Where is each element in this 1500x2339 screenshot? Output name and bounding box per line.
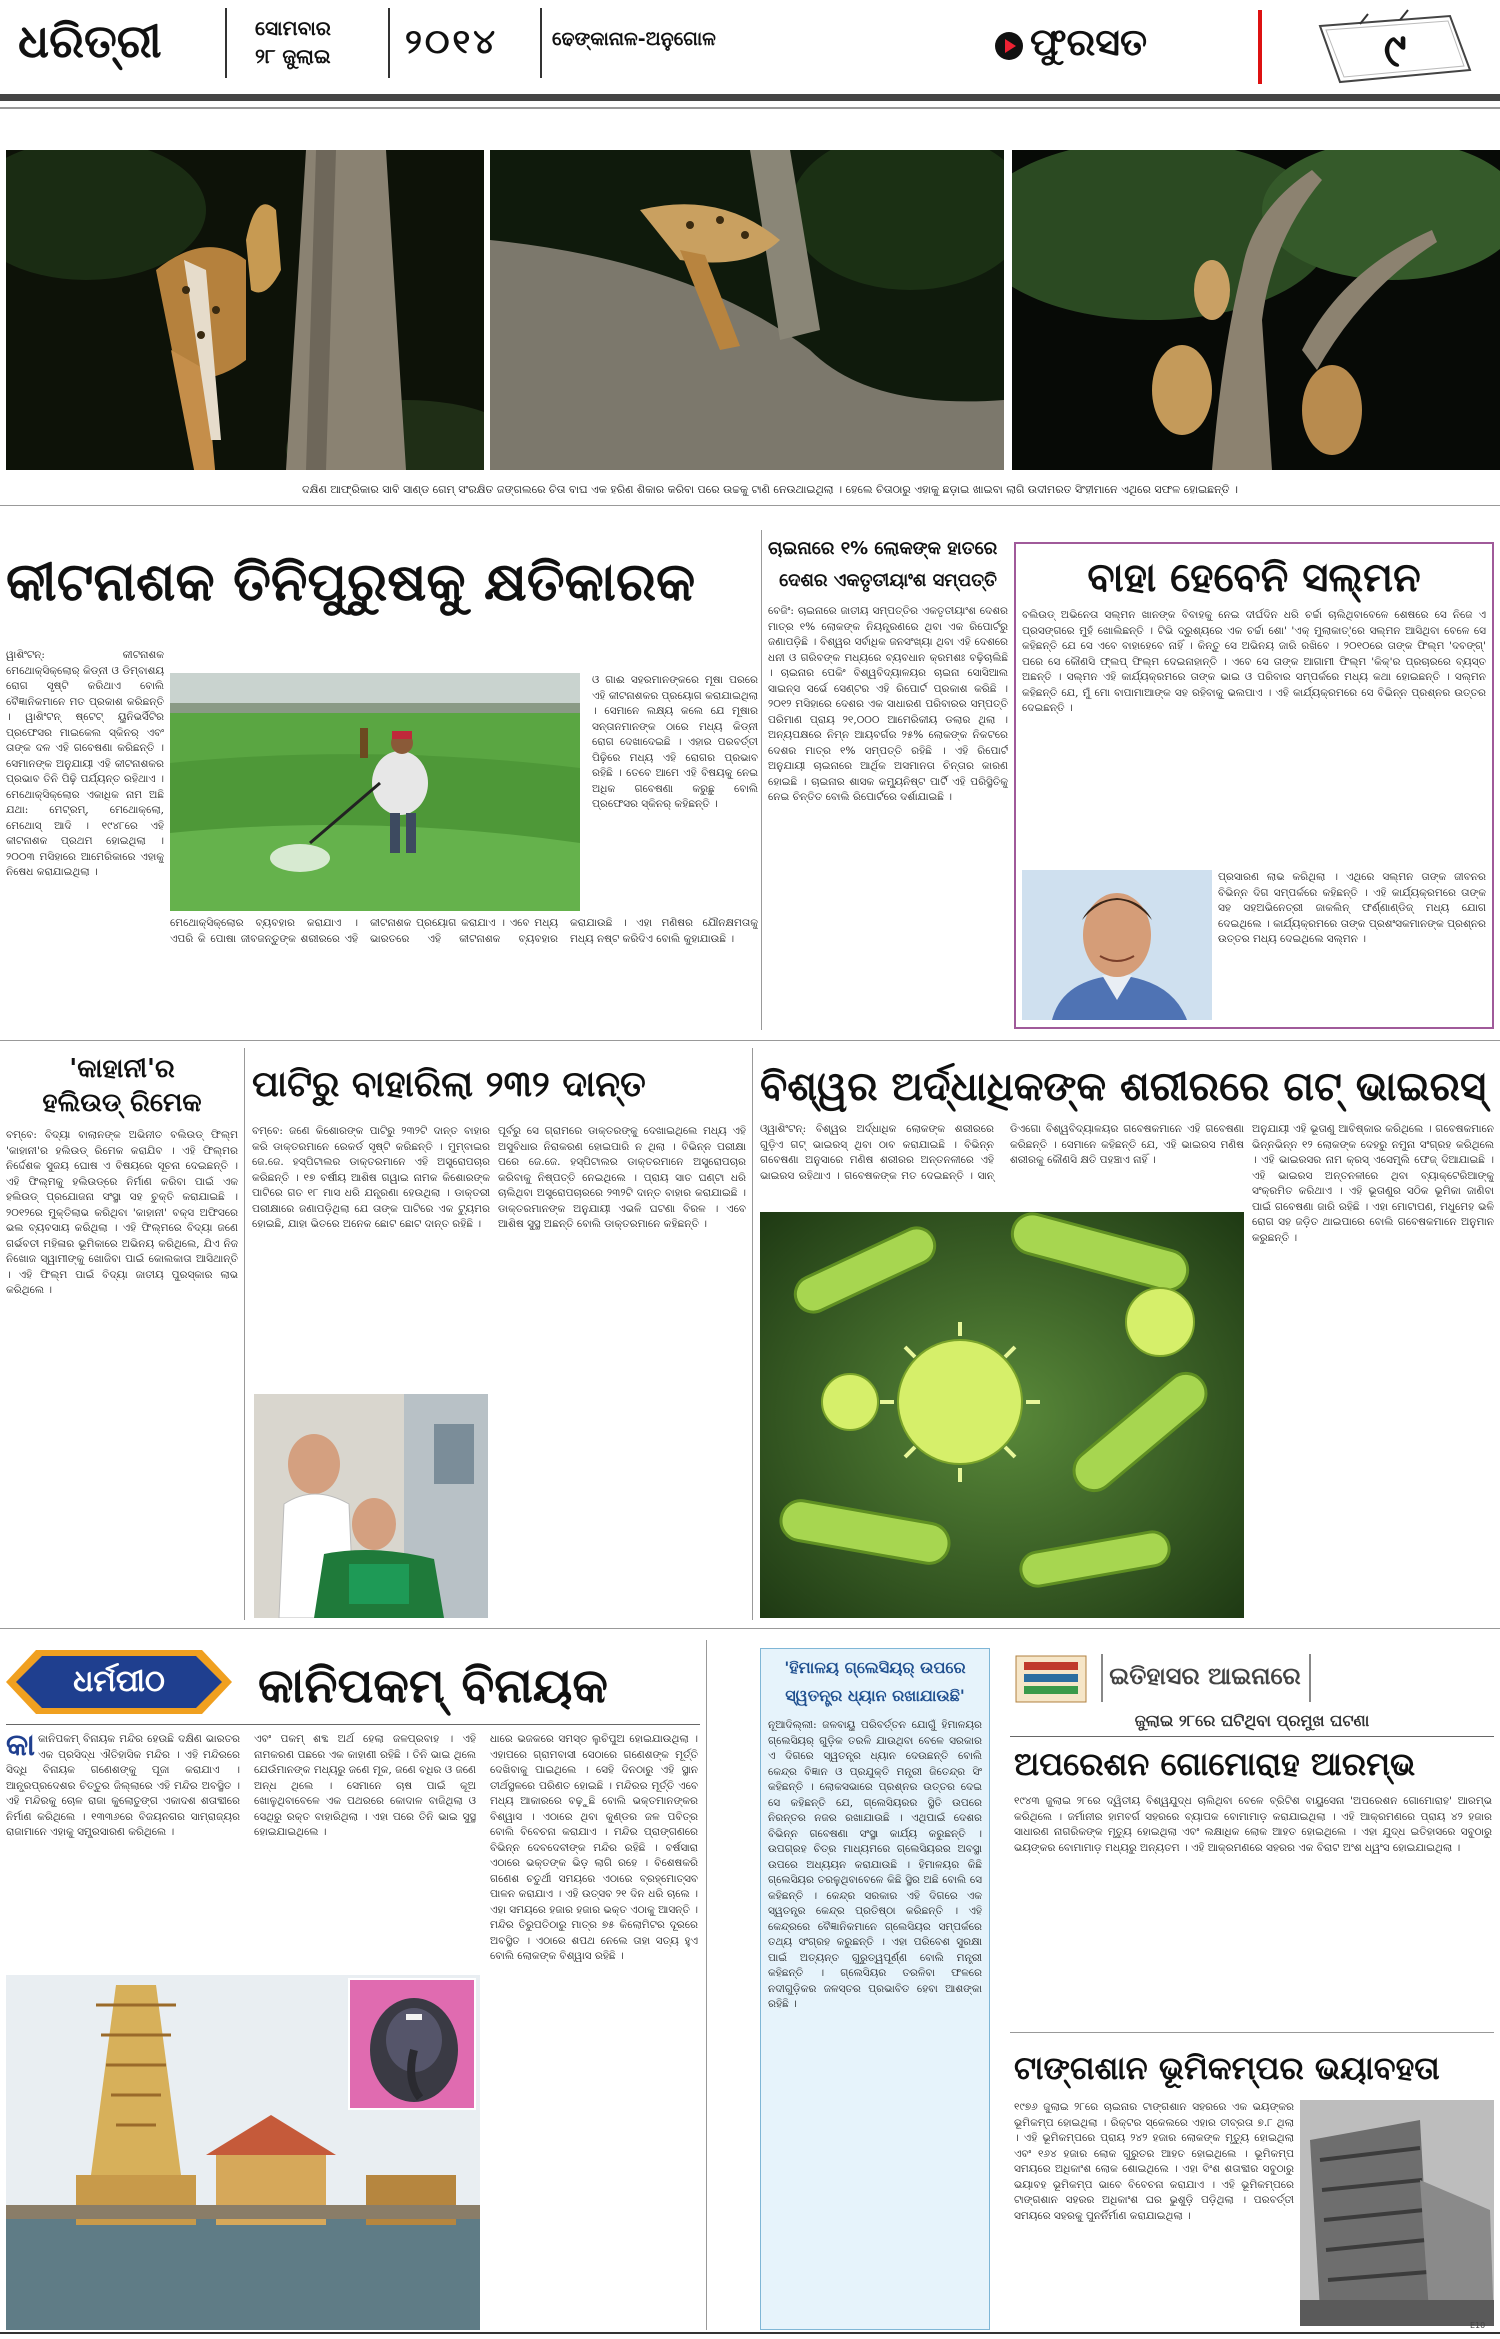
- dharmapitha-body-col1-text: କାନିପକମ୍ ବିନାୟକ ମନ୍ଦିର ହେଉଛି ଦକ୍ଷିଣ ଭାରତର ଏକ ପ୍ରସିଦ୍ଧ ଐତିହାସିକ ମନ୍ଦିର । ଏହି ମନ୍ଦିରରେ ସିଦ୍ଧି ବିନାୟକ ଗଣେଶଙ୍କୁ ପୂଜା କରାଯାଏ । ଆନ୍ଧ୍ରପ୍ରଦେଶର ଚିତ୍ତୁର ଜିଲ୍ଲାରେ ଏହି ମନ୍ଦିର ଅବସ୍ଥିତ । ଏହି ମନ୍ଦିରକୁ ଚୋଳ ରାଜା କୁଲୋତୁଙ୍ଗ ଏକାଦଶ ଶତାବ୍ଦୀରେ ନିର୍ମାଣ କରିଥିଲେ । ୧୩୩୬ରେ ବିଜୟନଗର ସାମ୍ରାଜ୍ୟର ରାଜାମାନେ ଏହାକୁ ସମ୍ପ୍ରସାରଣ କରିଥିଲେ ।: [6, 1733, 240, 1838]
- himalaya-body: ନୂଆଦିଲ୍ଲୀ: ଜଳବାୟୁ ପରିବର୍ତ୍ତନ ଯୋଗୁଁ ହିମାଳୟର ଗ୍ଲେସିୟର୍ ଗୁଡ଼ିକ ତରଳି ଯାଉଥିବା ବେଳେ ସରକାର ଏ ଦିଗରେ ସ୍ୱତନ୍ତ୍ର ଧ୍ୟାନ ଦେଉଛନ୍ତି ବୋଲି କେନ୍ଦ୍ର ବିଜ୍ଞାନ ଓ ପ୍ରଯୁକ୍ତି ମନ୍ତ୍ରୀ ଜିତେନ୍ଦ୍ର ସିଂ କହିଛନ୍ତି । ଲୋକସଭାରେ ପ୍ରଶ୍ନର ଉତ୍ତର ଦେଇ ସେ କହିଛନ୍ତି ଯେ, ଗ୍ଲେସିୟରର ସ୍ଥିତି ଉପରେ ନିରନ୍ତର ନଜର ରଖାଯାଉଛି । ଏଥିପାଇଁ ଦେଶର ବିଭିନ୍ନ ଗବେଷଣା ସଂସ୍ଥା କାର୍ଯ୍ୟ କରୁଛନ୍ତି । ଉପଗ୍ରହ ଚିତ୍ର ମାଧ୍ୟମରେ ଗ୍ଲେସିୟରର ଅବସ୍ଥା ଉପରେ ଅଧ୍ୟୟନ କରାଯାଉଛି । ହିମାଳୟର କିଛି ଗ୍ଲେସିୟର ତରଳୁଥିବାବେଳେ କିଛି ସ୍ଥିର ଅଛି ବୋଲି ସେ କହିଛନ୍ତି । କେନ୍ଦ୍ର ସରକାର ଏହି ଦିଗରେ ଏକ ସ୍ୱତନ୍ତ୍ର କେନ୍ଦ୍ର ପ୍ରତିଷ୍ଠା କରିଛନ୍ତି । ଏହି କେନ୍ଦ୍ରରେ ବୈଜ୍ଞାନିକମାନେ ଗ୍ଲେସିୟର ସମ୍ପର୍କରେ ତଥ୍ୟ ସଂଗ୍ରହ କରୁଛନ୍ତି । ଏହା ପରିବେଶ ସୁରକ୍ଷା ପାଇଁ ଅତ୍ୟନ୍ତ ଗୁରୁତ୍ୱପୂର୍ଣ୍ଣ ବୋଲି ମନ୍ତ୍ରୀ କହିଛନ୍ତି । ଗ୍ଲେସିୟର ତରଳିବା ଫଳରେ ନଦୀଗୁଡ଼ିକର ଜଳସ୍ତର ପ୍ରଭାବିତ ହେବା ଆଶଙ୍କା ରହିଛି ।: [768, 1719, 982, 2010]
- masthead-rule: [0, 94, 1500, 101]
- gut-headline: ବିଶ୍ୱର ଅର୍ଦ୍ଧାଧିକଙ୍କ ଶରୀରରେ ଗଟ୍ ଭାଇରସ୍: [760, 1064, 1487, 1110]
- teeth-headline: ପାଟିରୁ ବାହାରିଲା ୨୩୨ ଦାନ୍ତ: [252, 1064, 646, 1105]
- divider: [1010, 2032, 1494, 2033]
- section-title: ଫୁରସତ: [1030, 20, 1148, 64]
- dharmapitha-headline: କାନିପକମ୍ ବିନାୟକ: [258, 1658, 608, 1714]
- gut-body-col3: ଅନୁଯାୟୀ ଏହି ଭୂତାଣୁ ଆବିଷ୍କାର କରିଥିଲେ । ଗବେଷକମାନେ ଭିନ୍ନଭିନ୍ନ ୧୨ ଲୋକଙ୍କ ଦେହରୁ ନମୁନା ସଂଗ୍ରହ କରିଥିଲେ । ଏହି ଭାଇରସର ନାମ କ୍ରସ୍ ଏସେମ୍ବ୍ଲି ଫେଜ୍ ଦିଆଯାଇଛି । ଏହି ଭାଇରସ ଅନ୍ତନଳୀରେ ଥିବା ବ୍ୟାକ୍ଟେରିଆଙ୍କୁ ସଂକ୍ରମିତ କରିଥାଏ । ଏହି ଭୂତାଣୁର ସଠିକ ଭୂମିକା ଜାଣିବା ପାଇଁ ଗବେଷଣା ଜାରି ରହିଛି । ଏହା ମୋଟାପଣ, ମଧୁମେହ ଭଳି ରୋଗ ସହ ଜଡ଼ିତ ଥାଇପାରେ ବୋଲି ଗବେଷକମାନେ ଅନୁମାନ କରୁଛନ୍ତି ।: [1252, 1123, 1494, 1244]
- earthquake-photo: [1300, 2100, 1494, 2326]
- masthead-divider: [388, 8, 390, 78]
- divider: [244, 1048, 245, 1620]
- virus-illustration: [760, 1212, 1244, 1618]
- gut-body-col2: ଗବେଷକଙ୍କ ମତ ଦେଇଛନ୍ତି । ସାନ୍ ଡିଏଗୋ ବିଶ୍ୱବିଦ୍ୟାଳୟର ଗବେଷକମାନେ ଏହି ଗବେଷଣା କରିଛନ୍ତି । ସେମାନେ କହିଛନ୍ତି ଯେ, ଏହି ଭାଇରସ ମଣିଷ ଶରୀରକୁ କୌଣସି କ୍ଷତି ପହଞ୍ଚାଏ ନାହିଁ ।: [844, 1123, 1244, 1182]
- teeth-body: ବମ୍ବେ: ଜଣେ କିଶୋରଙ୍କ ପାଟିରୁ ୨୩୨ଟି ଦାନ୍ତ ବାହାର କରି ଡାକ୍ତରମାନେ ରେକର୍ଡ ସୃଷ୍ଟି କରିଛନ୍ତି । ମୁମ୍ବାଇର ଜେ.ଜେ. ହସ୍ପିଟାଲର ଡାକ୍ତରମାନେ ଏହି ଅସ୍ତ୍ରୋପଚାର କରିଛନ୍ତି । ୧୭ ବର୍ଷୀୟ ଆଶିଷ ଗୱାଇ ନାମକ କିଶୋରଙ୍କ ପାଟିରେ ଗତ ୧୮ ମାସ ଧରି ଯନ୍ତ୍ରଣା ହେଉଥିଲା । ଡାକ୍ତରୀ ପରୀକ୍ଷାରେ ଜଣାପଡ଼ିଥିଲା ଯେ ତାଙ୍କ ପାଟିରେ ଏକ ଟ୍ୟୁମର ହୋଇଛି, ଯାହା ଭିତରେ ଅନେକ ଛୋଟ ଛୋଟ ଦାନ୍ତ ରହିଛି ।: [252, 1125, 490, 1230]
- masthead-edition: ଢେଙ୍କାନାଳ-ଅନୁଗୋଳ: [552, 28, 716, 50]
- gut-body-top: [760, 1122, 1244, 1210]
- teeth-body-2: ପୂର୍ବରୁ ସେ ଗ୍ରାମରେ ଡାକ୍ତରଙ୍କୁ ଦେଖାଇଥିଲେ ମଧ୍ୟ ଏହି ଅସୁବିଧାର ନିରାକରଣ ହୋଇପାରି ନ ଥିଲା । ବିଭିନ୍ନ ପରୀକ୍ଷା ପରେ ଜେ.ଜେ. ହସ୍ପିଟାଲର ଡାକ୍ତରମାନେ ଅସ୍ତ୍ରୋପଚାର କରିବାକୁ ନିଷ୍ପତ୍ତି ନେଇଥିଲେ । ପ୍ରାୟ ସାତ ଘଣ୍ଟା ଧରି ଚାଲିଥିବା ଅସ୍ତ୍ରୋପଚାରରେ ୨୩୨ଟି ଦାନ୍ତ ବାହାର କରାଯାଇଛି । ଡାକ୍ତରମାନଙ୍କ ଅନୁଯାୟୀ ଏଭଳି ଘଟଣା ବିରଳ । ଏବେ ଆଶିଷ ସୁସ୍ଥ ଅଛନ୍ତି ବୋଲି ଡାକ୍ତରମାନେ କହିଛନ୍ତି ।: [498, 1125, 746, 1230]
- ganesha-photo: [348, 1978, 476, 2110]
- himalaya-headline-2: ସ୍ୱତନ୍ତ୍ର ଧ୍ୟାନ ରଖାଯାଉଛି': [785, 1686, 965, 1705]
- china-headline-1: ଚାଇନାରେ ୧% ଲୋକଙ୍କ ହାତରେ: [768, 538, 998, 559]
- teeth-patient-photo: [254, 1394, 488, 1618]
- china-headline-2: ଦେଶର ଏକତୃତୀୟାଂଶ ସମ୍ପତ୍ତି: [779, 570, 997, 591]
- divider: [761, 530, 762, 1030]
- masthead-divider: [540, 8, 542, 78]
- masthead-rule-thin: [0, 107, 1500, 109]
- dharmapitha-body-col2: ଏବଂ ପକମ୍ ଶବ୍ଦ ଅର୍ଥ ହେଲା ଜଳପ୍ରବାହ । ଏହି ନାମକରଣ ପଛରେ ଏକ କାହାଣୀ ରହିଛି । ତିନି ଭାଇ ଥିଲେ ଯେଉଁମାନଙ୍କ ମଧ୍ୟରୁ ଜଣେ ମୂକ, ଜଣେ ବଧିର ଓ ଜଣେ ଅନ୍ଧ ଥିଲେ । ସେମାନେ ଚାଷ ପାଇଁ କୂଅ ଖୋଳୁଥିବାବେଳେ ଏକ ପଥରରେ କୋଦାଳ ବାଜିଥିଲା ଓ ସେଥିରୁ ରକ୍ତ ବାହାରିଥିଲା । ଏହା ପରେ ତିନି ଭାଇ ସୁସ୍ଥ ହୋଇଯାଇଥିଲେ ।: [254, 1733, 476, 1838]
- masthead-divider: [225, 8, 227, 78]
- salman-body-2: ପ୍ରସାରଣ ଲାଭ କରିଥିଲା । ଏଥିରେ ସଲ୍‌ମନ ତାଙ୍କ ଜୀବନର ବିଭିନ୍ନ ଦିଗ ସମ୍ପର୍କରେ କହିଛନ୍ତି । ଏହି କାର୍ଯ୍ୟକ୍ରମରେ ତାଙ୍କ ସହ ସହଅଭିନେତ୍ରୀ ଜାକଲିନ୍ ଫର୍ଣ୍ଣାଣ୍ଡିଜ୍ ମଧ୍ୟ ଯୋଗ ଦେଇଥିଲେ । କାର୍ଯ୍ୟକ୍ରମରେ ତାଙ୍କ ପ୍ରଶଂସକମାନଙ୍କ ପ୍ରଶ୍ନର ଉତ୍ତର ମଧ୍ୟ ଦେଇଥିଲେ ସଲ୍‌ମନ ।: [1218, 871, 1486, 945]
- itihasa-body-1: ୧୯୪୩ ଜୁଲାଇ ୨୮ରେ ଦ୍ୱିତୀୟ ବିଶ୍ୱଯୁଦ୍ଧ ଚାଲିଥିବା ବେଳେ ବ୍ରିଟିଶ ବାୟୁସେନା 'ଅପରେଶନ ଗୋମୋରାହ' ଆରମ୍ଭ କରିଥିଲେ । ଜର୍ମାନୀର ହାମବର୍ଗ ସହରରେ ବ୍ୟାପକ ବୋମାମାଡ଼ କରାଯାଇଥିଲା । ଏହି ଆକ୍ରମଣରେ ପ୍ରାୟ ୪୨ ହଜାର ସାଧାରଣ ନାଗରିକଙ୍କ ମୃତ୍ୟୁ ହୋଇଥିଲା ଏବଂ ଲକ୍ଷାଧିକ ଲୋକ ଆହତ ହୋଇଥିଲେ । ଏହା ଯୁଦ୍ଧ ଇତିହାସରେ ସବୁଠାରୁ ଭୟଙ୍କର ବୋମାମାଡ଼ ମଧ୍ୟରୁ ଅନ୍ୟତମ । ଏହି ଆକ୍ରମଣରେ ସହରର ଏକ ବିରାଟ ଅଂଶ ଧ୍ୱଂସ ହୋଇଯାଇଥିଲା ।: [1014, 1795, 1492, 1854]
- china-body: ବେଜିଂ: ଚାଇନାରେ ଜାତୀୟ ସମ୍ପତ୍ତିର ଏକତୃତୀୟାଂଶ ଦେଶର ମାତ୍ର ୧% ଲୋକଙ୍କ ନିୟନ୍ତ୍ରଣରେ ଥିବା ଏକ ରିପୋର୍ଟରୁ ଜଣାପଡ଼ିଛି । ବିଶ୍ୱର ସର୍ବାଧିକ ଜନସଂଖ୍ୟା ଥିବା ଏହି ଦେଶରେ ଧନୀ ଓ ଗରିବଙ୍କ ମଧ୍ୟରେ ବ୍ୟବଧାନ କ୍ରମଶଃ ବଢ଼ିଚାଲିଛି । ଚାଇନାର ପେକିଂ ବିଶ୍ୱବିଦ୍ୟାଳୟର ଚାଇନା ସୋସିଆଲ ସାଇନ୍ସ ସର୍ଭେ ସେଣ୍ଟର ଏହି ରିପୋର୍ଟ ପ୍ରକାଶ କରିଛି । ୨୦୧୨ ମସିହାରେ ଦେଶର ଏକ ସାଧାରଣ ପରିବାରର ସମ୍ପତ୍ତି ପରିମାଣ ପ୍ରାୟ ୨୧,୦୦୦ ଆମେରିକୀୟ ଡଲାର ଥିଲା । ଅନ୍ୟପକ୍ଷରେ ନିମ୍ନ ଆୟବର୍ଗର ୨୫% ଲୋକଙ୍କ ନିକଟରେ ଦେଶର ମାତ୍ର ୧% ସମ୍ପତ୍ତି ରହିଛି । ଏହି ରିପୋର୍ଟ ଅନୁଯାୟୀ ଚାଇନାରେ ଆର୍ଥିକ ଅସମାନତା ଚିନ୍ତାର କାରଣ ହୋଇଛି । ଚାଇନାର ଶାସକ କମ୍ୟୁନିଷ୍ଟ ପାର୍ଟି ଏହି ପରିସ୍ଥିତିକୁ ନେଇ ଚିନ୍ତିତ ବୋଲି ରିପୋର୍ଟରେ ଦର୍ଶାଯାଇଛି ।: [768, 605, 1008, 803]
- kahaani-headline-1: 'କାହାନୀ'ର: [69, 1054, 175, 1084]
- page-number: ୯: [1383, 23, 1407, 77]
- pesticide-headline: କୀଟନାଶକ ତିନିପୁରୁଷକୁ କ୍ଷତିକାରକ: [6, 552, 696, 613]
- footer-page-code: E10: [1470, 2321, 1486, 2330]
- leopard-photo-1: [6, 150, 484, 470]
- rice-field-photo: [170, 673, 580, 911]
- footer-rule: [0, 2332, 1500, 2334]
- gut-body-col1: ଓ୍ୱାଶିଂଟନ୍: ବିଶ୍ୱର ଅର୍ଦ୍ଧାଧିକ ଲୋକଙ୍କ ଶରୀରରେ ଗୁଡ଼ିଏ ଗଟ୍ ଭାଇରସ୍ ଥିବା ଠାବ କରାଯାଇଛି । ବିଭିନ୍ନ ଗବେଷଣା ଅନୁସାରେ ମଣିଷ ଶରୀରର ଅନ୍ତନଳୀରେ ଏହି ଭାଇରସ ରହିଥାଏ ।: [760, 1123, 994, 1182]
- itihasa-headline-2: ଟାଙ୍ଗଶାନ ଭୂମିକମ୍ପର ଭୟାବହତା: [1014, 2049, 1440, 2087]
- masthead-date: ୨୮ ଜୁଲାଇ: [255, 44, 331, 68]
- masthead-day: ସୋମବାର: [255, 16, 331, 40]
- salman-body: ବଲିଉଡ୍ ଅଭିନେତା ସଲ୍‌ମନ ଖାନଙ୍କ ବିବାହକୁ ନେଇ ଦୀର୍ଘଦିନ ଧରି ଚର୍ଚ୍ଚା ଚାଲିଥିବାବେଳେ ଶେଷରେ ସେ ନିଜେ ଏ ପ୍ରସଙ୍ଗରେ ମୁହଁ ଖୋଲିଛନ୍ତି । ଟିଭି ଦ୍ରୁଶ୍ୟରେ ଏକ ଚର୍ଚ୍ଚା ଶୋ' 'ଏକ୍ ମୁଲାକାତ୍'ରେ ସଲ୍‌ମନ ଆସିଥିବା ବେଳେ ସେ କହିଛନ୍ତି ଯେ ସେ ଏବେ ବାହାହେବେ ନାହିଁ । କିନ୍ତୁ ସେ ଅଭିନୟ ଜାରି ରଖିବେ । ୨୦୧୦ରେ ତାଙ୍କ ଫିଲ୍ମ 'ଦବଙ୍ଗ୍' ପରେ ସେ କୌଣସି ଫ୍ଲପ୍ ଫିଲ୍ମ ଦେଇନାହାନ୍ତି । ଏବେ ସେ ତାଙ୍କ ଆଗାମୀ ଫିଲ୍ମ 'କିକ୍'ର ପ୍ରଚାରରେ ବ୍ୟସ୍ତ ଅଛନ୍ତି । ସଲ୍‌ମନ ଏହି କାର୍ଯ୍ୟକ୍ରମରେ ତାଙ୍କ ଭାଇ ଓ ପରିବାର ସମ୍ପର୍କରେ ମଧ୍ୟ କଥା ହୋଇଛନ୍ତି । ସଲ୍‌ମନ କହିଛନ୍ତି ଯେ, ମୁଁ ମୋ ବାପାମାଆଙ୍କ ସହ ରହିବାକୁ ଭଲପାଏ । ଏହି କାର୍ଯ୍ୟକ୍ରମରେ ସେ ବିଭିନ୍ନ ପ୍ରଶ୍ନର ଉତ୍ତର ଦେଇଛନ୍ତି ।: [1022, 609, 1486, 714]
- divider: [752, 1048, 753, 1620]
- itihasa-label: ଇତିହାସର ଆଇନାରେ: [1109, 1661, 1301, 1690]
- dropcap: କା: [6, 1732, 36, 1763]
- kahaani-body: ବମ୍ବେ: ବିଦ୍ୟା ବାଲାନଙ୍କ ଅଭିନୀତ ବଲିଉଡ୍ ଫିଲ୍ମ 'କାହାନୀ'ର ହଲିଉଡ୍ ରିମେକ କରାଯିବ । ଏହି ଫିଲ୍ମର ନିର୍ଦ୍ଦେଶକ ସୁଜୟ ଘୋଷ ଏ ବିଷୟରେ ସୂଚନା ଦେଇଛନ୍ତି । ଏହି ଫିଲ୍ମକୁ ହଲିଉଡ୍‌ରେ ନିର୍ମାଣ କରିବା ପାଇଁ ଏକ ହଲିଉଡ୍ ପ୍ରଯୋଜନା ସଂସ୍ଥା ସହ ଚୁକ୍ତି କରାଯାଇଛି । ୨୦୧୨ରେ ମୁକ୍ତିଲାଭ କରିଥିବା 'କାହାନୀ' ବକ୍ସ ଅଫିସରେ ଭଲ ବ୍ୟବସାୟ କରିଥିଲା । ଏହି ଫିଲ୍ମରେ ବିଦ୍ୟା ଜଣେ ଗର୍ଭବତୀ ମହିଳାର ଭୂମିକାରେ ଅଭିନୟ କରିଥିଲେ, ଯିଏ ନିଜ ନିଖୋଜ ସ୍ୱାମୀଙ୍କୁ ଖୋଜିବା ପାଇଁ କୋଲକାତା ଆସିଥାନ୍ତି । ଏହି ଫିଲ୍ମ ପାଇଁ ବିଦ୍ୟା ଜାତୀୟ ପୁରସ୍କାର ଲାଭ କରିଥିଲେ ।: [6, 1129, 238, 1296]
- dharmapitha-body-col3: ଧାରେ ଭଜକରେ ସମସ୍ତ ଲୁଚିପୁଅ ହୋଇଯାଉଥିଲା । ଏହାପରେ ଗ୍ରାମବାସୀ ସେଠାରେ ଗଣେଶଙ୍କ ମୂର୍ତ୍ତି ଦେଖିବାକୁ ପାଇଥିଲେ । ସେହି ଦିନଠାରୁ ଏହି ସ୍ଥାନ ତୀର୍ଥସ୍ଥଳରେ ପରିଣତ ହୋଇଛି । ମନ୍ଦିରର ମୂର୍ତ୍ତି ଏବେ ମଧ୍ୟ ଆକାରରେ ବଢ଼ୁଛି ବୋଲି ଭକ୍ତମାନଙ୍କର ବିଶ୍ୱାସ । ଏଠାରେ ଥିବା କୁଣ୍ଡର ଜଳ ପବିତ୍ର ବୋଲି ବିବେଚନା କରାଯାଏ । ମନ୍ଦିର ପ୍ରାଙ୍ଗଣରେ ବିଭିନ୍ନ ଦେବଦେବୀଙ୍କ ମନ୍ଦିର ରହିଛି । ବର୍ଷସାରା ଏଠାରେ ଭକ୍ତଙ୍କ ଭିଡ଼ ଲାଗି ରହେ । ବିଶେଷକରି ଗଣେଶ ଚତୁର୍ଥୀ ସମୟରେ ଏଠାରେ ବ୍ରହ୍ମୋତ୍ସବ ପାଳନ କରାଯାଏ । ଏହି ଉତ୍ସବ ୨୧ ଦିନ ଧରି ଚାଲେ । ଏହା ସମୟରେ ହଜାର ହଜାର ଭକ୍ତ ଏଠାକୁ ଆସନ୍ତି । ମନ୍ଦିର ତିରୁପତିଠାରୁ ମାତ୍ର ୭୫ କିଲୋମିଟର ଦୂରରେ ଅବସ୍ଥିତ । ଏଠାରେ ଶପଥ ନେଲେ ତାହା ସତ୍ୟ ହୁଏ ବୋଲି ଲୋକଙ୍କ ବିଶ୍ୱାସ ରହିଛି ।: [490, 1733, 698, 1962]
- pesticide-body-col2: ଓ ଗାଈ ସହରମାନଙ୍କରେ ମୂଷା ପରରେ ଏହି କୀଟନାଶକର ପ୍ରୟୋଗ କରାଯାଇଥିଲା । ସେମାନେ ଲକ୍ଷ୍ୟ କଲେ ଯେ ମୂଷାର ସନ୍ତାନମାନଙ୍କ ଠାରେ ମଧ୍ୟ କିଡ୍ନୀ ରୋଗ ଦେଖାଦେଇଛି । ଏହାର ପରବର୍ତ୍ତୀ ପିଢ଼ିରେ ମଧ୍ୟ ଏହି ରୋଗର ପ୍ରଭାବ ରହିଛି । ତେବେ ଆମେ ଏହି ବିଷୟକୁ ନେଇ ଅଧିକ ଗବେଷଣା କରୁଛୁ ବୋଲି ପ୍ରଫେସର ସ୍କିନର୍ କହିଛନ୍ତି ।: [592, 674, 758, 810]
- dharmapitha-label-text: ଧର୍ମପୀଠ: [73, 1664, 165, 1699]
- divider: [1010, 1736, 1494, 1737]
- dharmapitha-body-col1: [6, 1732, 240, 1970]
- pesticide-body-col3: ମେଥୋକ୍ସିକ୍ଲୋର ବ୍ୟବହାର କରାଯାଏ । ଏପରି କି ପୋଷା ଜୀବଜନ୍ତୁଙ୍କ ଶରୀରରେ ଏହି କୀଟନାଶକ ପ୍ରୟୋଗ କରାଯାଏ । ଏବେ ମଧ୍ୟ ଭାରତରେ ଏହି କୀଟନାଶକ ବ୍ୟବହାର କରାଯାଉଛି । ଏହା ମଣିଷର ଯୌନକ୍ଷମତାକୁ ମଧ୍ୟ ନଷ୍ଟ କରିଦିଏ ବୋଲି କୁହାଯାଉଛି ।: [170, 917, 758, 945]
- divider: [706, 1640, 707, 2330]
- salman-photo: [1022, 870, 1212, 1020]
- salman-headline: ବାହା ହେବେନି ସଲ୍‌ମନ: [1087, 555, 1421, 601]
- leopard-photo-2: [490, 150, 1004, 470]
- itihasa-subtitle: ଜୁଲାଇ ୨୮ରେ ଘଟିଥିବା ପ୍ରମୁଖ ଘଟଣା: [1134, 1711, 1370, 1730]
- masthead-logo: ଧରିତ୍ରୀ: [18, 14, 162, 68]
- divider: [6, 1724, 700, 1725]
- divider: [0, 1628, 1500, 1629]
- kahaani-headline-2: ହଲିଉଡ୍ ରିମେକ: [42, 1088, 202, 1118]
- divider: [0, 505, 1500, 506]
- photo-caption: ଦକ୍ଷିଣ ଆଫ୍ରିକାର ସାବି ସାଣ୍ଡ ଗେମ୍ ସଂରକ୍ଷିତ ଜଙ୍ଗଲରେ ଚିତା ବାଘ ଏକ ହରିଣ ଶିକାର କରିବା ପରେ ଉଚ୍ଚକୁ ଟାଣି ନେଉଥାଇଥିଲା । ହେଲେ ଚିତାଠାରୁ ଏହାକୁ ଛଡ଼ାଇ ଖାଇବା ଲାଗି ଉଦୀମରତ ସିଂହୀମାନେ ଏଥିରେ ସଫଳ ହୋଇଛନ୍ତି ।: [301, 483, 1238, 496]
- divider: [0, 1040, 1500, 1041]
- lion-photo: [1012, 150, 1500, 470]
- play-icon: [995, 32, 1023, 60]
- itihasa-headline-1: ଅପରେଶନ ଗୋମୋରାହ ଆରମ୍ଭ: [1014, 1745, 1416, 1783]
- himalaya-headline-1: 'ହିମାଳୟ ଗ୍ଲେସିୟର୍ ଉପରେ: [784, 1658, 966, 1677]
- masthead-red-bar: [1258, 10, 1262, 84]
- masthead-year: ୨୦୧୪: [405, 22, 499, 62]
- pesticide-body-col1: ୱାଶିଂଟନ୍: କୀଟନାଶକ ମେଥୋକ୍ସିକ୍ଲୋର୍ କିଡ୍ନୀ ଓ ଡିମ୍ବାଶୟ ରୋଗ ସୃଷ୍ଟି କରିଥାଏ ବୋଲି ବୈଜ୍ଞାନିକମାନେ ମତ ପ୍ରକାଶ କରିଛନ୍ତି । ୱାଶିଂଟନ୍ ଷ୍ଟେଟ୍ ୟୁନିଭର୍ସିଟିର ପ୍ରଫେସର ମାଇକେଲ ସ୍କିନର୍ ଏବଂ ତାଙ୍କ ଦଳ ଏହି ଗବେଷଣା କରିଛନ୍ତି । ସେମାନଙ୍କ ଅନୁଯାୟୀ ଏହି କୀଟନାଶକର ପ୍ରଭାବ ତିନି ପିଢ଼ି ପର୍ଯ୍ୟନ୍ତ ରହିଥାଏ । ମେଥୋକ୍ସିକ୍ଲୋର ଏକାଧିକ ନାମ ଅଛି ଯଥା: ମେଟ୍ରମ୍, ମେଥୋକ୍ଲୋ, ମେଥୋସ୍ ଆଦି । ୧୯୪୮ରେ ଏହି କୀଟନାଶକ ପ୍ରଥମ ହୋଇଥିଲା । ୨୦୦୩ ମସିହାରେ ଆମେରିକାରେ ଏହାକୁ ନିଷେଧ କରାଯାଇଥିଲା ।: [6, 649, 164, 878]
- itihasa-body-2: ୧୯୭୬ ଜୁଲାଇ ୨୮ରେ ଚାଇନାର ଟାଙ୍ଗଶାନ ସହରରେ ଏକ ଭୟଙ୍କର ଭୂମିକମ୍ପ ହୋଇଥିଲା । ରିକ୍ଟର ସ୍କେଲରେ ଏହାର ତୀବ୍ରତା ୭.୮ ଥିଲା । ଏହି ଭୂମିକମ୍ପରେ ପ୍ରାୟ ୨୪୨ ହଜାର ଲୋକଙ୍କ ମୃତ୍ୟୁ ହୋଇଥିଲା ଏବଂ ୧୬୪ ହଜାର ଲୋକ ଗୁରୁତର ଆହତ ହୋଇଥିଲେ । ଭୂମିକମ୍ପ ସମୟରେ ଅଧିକାଂଶ ଲୋକ ଶୋଇଥିଲେ । ଏହା ବିଂଶ ଶତାବ୍ଦୀର ସବୁଠାରୁ ଭୟାବହ ଭୂମିକମ୍ପ ଭାବେ ବିବେଚନା କରାଯାଏ । ଏହି ଭୂମିକମ୍ପରେ ଟାଙ୍ଗଶାନ ସହରର ଅଧିକାଂଶ ଘର ଭୁଶୁଡ଼ି ପଡ଼ିଥିଲା । ପରବର୍ତ୍ତୀ ସମୟରେ ସହରକୁ ପୁନର୍ନିର୍ମାଣ କରାଯାଇଥିଲା ।: [1014, 2101, 1294, 2222]
- masthead-dateline: [255, 14, 331, 70]
